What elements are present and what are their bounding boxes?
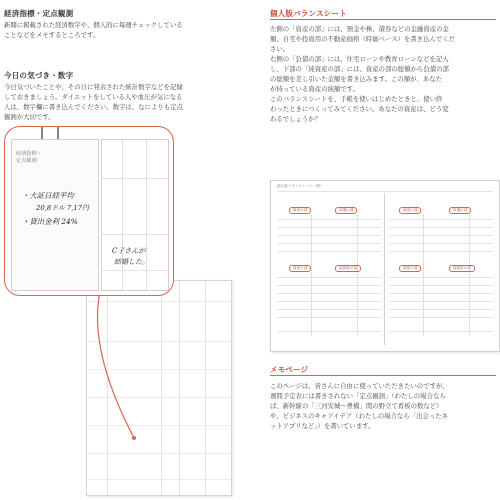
sheet-pill-net: 純資産の部 <box>335 265 361 272</box>
section-divider <box>270 19 496 20</box>
body-line: 右側の「負債の部」には、住宅ローンや教育ローンなどを記入 <box>270 55 449 63</box>
sheet-header: 個人版バランスシート（例） <box>277 184 324 188</box>
balance-sheet-image <box>270 180 500 352</box>
body-line: 新聞に掲載された経済数字や、個人的に毎週チェックしている <box>4 21 183 29</box>
section-title-memo-page: メモページ <box>270 365 309 374</box>
calendar-panel <box>101 139 169 291</box>
body-line: 人は、数字欄に書き込んでください。数字は、なによりも定点 <box>4 103 183 111</box>
body-line: 今日気づいたことや、その日に発表された統計数字などを記録 <box>4 83 183 91</box>
body-line: 観測が大切です。 <box>4 113 55 121</box>
body-line: の総額を差し引いた金額を書き込みます。この額が、あなた <box>270 75 443 83</box>
body-line: 左側の「資産の部」には、預金や株、債券などの金融資産の金 <box>270 25 449 33</box>
body-line: このバランスシートを、手帳を使いはじめたときと、使い終 <box>270 95 443 103</box>
handwritten-note: 20,8ドル 7,17円 <box>36 204 89 212</box>
sheet-pill-net: 純資産の部 <box>449 265 475 272</box>
sheet-pill-assets: 資産の部 <box>399 207 421 214</box>
body-line: 週間予定表には書きされない「定点観測」（わたしの場合なら <box>270 392 446 400</box>
section-body-daily-notes <box>4 82 260 122</box>
section-title-daily-notes: 今日の気づき・数字 <box>4 71 74 80</box>
sheet-pill-assets: 資産の部 <box>399 265 421 272</box>
section-body-balance-sheet <box>270 24 498 124</box>
handwritten-note: ・貸出金利 24% <box>22 217 78 226</box>
section-divider <box>270 375 496 376</box>
section-body-memo-page <box>270 381 498 431</box>
section-title-economic-indicators: 経済指標・定点観測 <box>4 9 74 18</box>
body-line: このページは、皆さんに自由に使っていただきたいのですが、 <box>270 382 449 390</box>
handwritten-note: C子さんが <box>112 247 146 255</box>
body-line: ットアプリなど」）を書いています。 <box>270 422 375 430</box>
body-line: し、下部の「純資産の部」には、資産の部の総額から負債の部 <box>270 65 449 73</box>
sheet-pill-liabilities: 負債の部 <box>335 207 357 214</box>
body-line: わったときにつくってみてください。あなたの資産は、どう変 <box>270 105 449 113</box>
body-line: しておきましょう。ダイエットをしている人や血圧が気になる <box>4 93 183 101</box>
body-line: さい。 <box>270 45 290 53</box>
body-line: わるでしょうか？ <box>270 115 322 123</box>
body-line: 額、自宅や投資用の不動産価格（時価ベース）を書き込んでくだ <box>270 35 456 43</box>
body-line: ば、新幹線の「三河安城～豊橋」間の野立て看板の数など） <box>270 402 443 410</box>
sheet-pill-liabilities: 負債の部 <box>449 207 471 214</box>
handwritten-note: ・大証日経平均 <box>22 191 74 200</box>
section-body-economic-indicators <box>4 20 254 40</box>
sheet-pill-assets: 資産の部 <box>289 207 311 214</box>
body-line: が持っている資産の純額です。 <box>270 85 359 93</box>
handwritten-note: 結婚した。 <box>114 258 149 266</box>
body-line: ことなどをメモするところです。 <box>4 31 100 39</box>
zoom-connector-line <box>80 290 160 450</box>
section-title-balance-sheet: 個人版バランスシート <box>270 9 347 18</box>
panel-label: 定点観測 <box>16 158 37 164</box>
body-line: や、ビジネスのキャアイデア（わたしの場合なら「出会ったネ <box>270 412 449 420</box>
panel-label: 経済指標・ <box>16 151 42 157</box>
zoom-detail-panel <box>4 126 174 296</box>
sheet-pill-assets: 資産の部 <box>289 265 311 272</box>
notes-panel <box>11 139 99 291</box>
